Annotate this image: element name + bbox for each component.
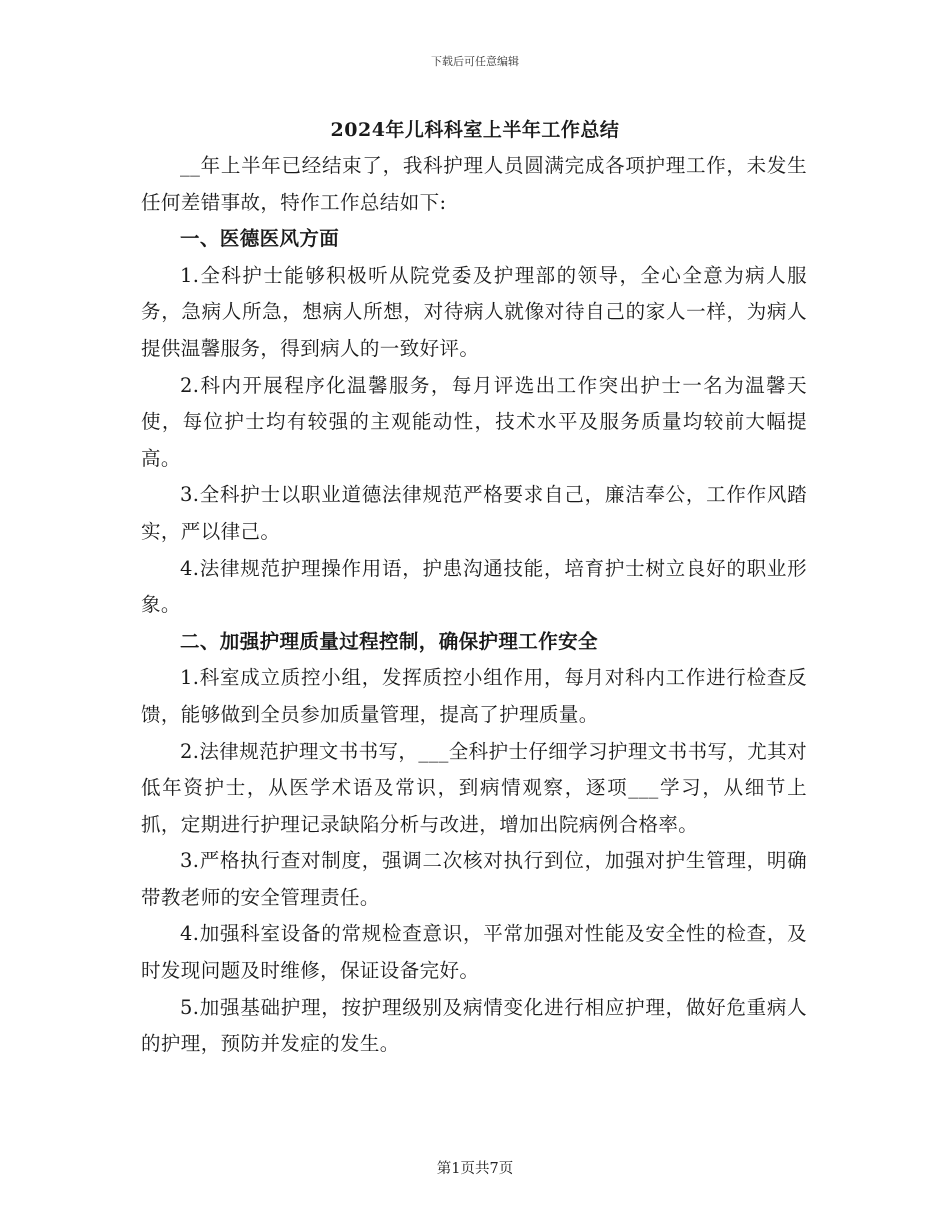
paragraph: 4.加强科室设备的常规检查意识，平常加强对性能及安全性的检查，及时发现问题及时维修，保证设备完好。 (141, 922, 807, 983)
header-note: 下载后可任意编辑 (431, 55, 519, 68)
section-heading: 一、医德医风方面 (180, 227, 340, 251)
section-heading: 二、加强护理质量过程控制，确保护理工作安全 (180, 629, 598, 653)
paragraph: __年上半年已经结束了，我科护理人员圆满完成各项护理工作，未发生任何差错事故，特作工作总结如下: (141, 154, 807, 214)
paragraph: 1.全科护士能够积极听从院党委及护理部的领导，全心全意为病人服务，急病人所急，想病人所想，对待病人就像对待自己的家人一样，为病人提供温馨服务，得到病人的一致好评。 (141, 263, 807, 360)
paragraph: 1.科室成立质控小组，发挥质控小组作用，每月对科内工作进行检查反馈，能够做到全员参加质量管理，提高了护理质量。 (141, 666, 807, 726)
paragraph: 4.法律规范护理操作用语，护患沟通技能，培育护士树立良好的职业形象。 (141, 556, 807, 617)
page-footer: 第1页共7页 (436, 1161, 514, 1177)
paragraph: 5.加强基础护理，按护理级别及病情变化进行相应护理，做好危重病人的护理，预防并发症的发生。 (141, 995, 807, 1056)
document-title: 2024年儿科科室上半年工作总结 (330, 119, 620, 141)
paragraph: 3.全科护士以职业道德法律规范严格要求自己，廉洁奉公，工作作风踏实，严以律己。 (141, 483, 807, 543)
document-body (141, 148, 807, 1063)
paragraph: 2.法律规范护理文书书写，___全科护士仔细学习护理文书书写，尤其对低年资护士，从医学术语及常识，到病情观察，逐项___学习，从细节上抓，定期进行护理记录缺陷分析与改进，增加出院病例合格率。 (141, 739, 807, 836)
paragraph: 3.严格执行查对制度，强调二次核对执行到位，加强对护生管理，明确带教老师的安全管理责任。 (141, 849, 807, 909)
paragraph: 2.科内开展程序化温馨服务，每月评选出工作突出护士一名为温馨天使，每位护士均有较强的主观能动性，技术水平及服务质量均较前大幅提高。 (141, 373, 807, 470)
